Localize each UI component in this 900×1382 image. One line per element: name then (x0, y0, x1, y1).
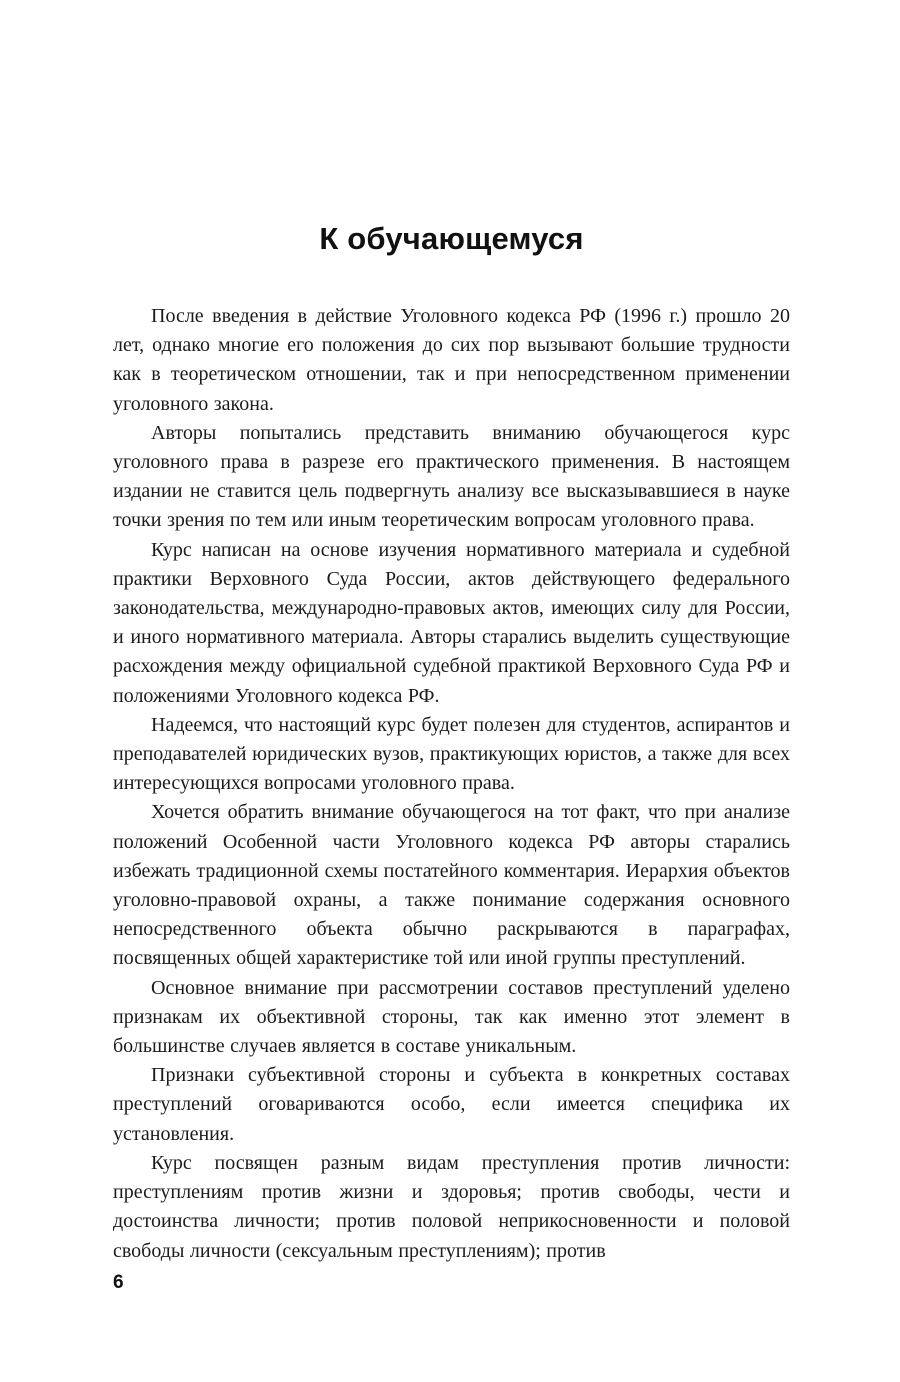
page-number: 6 (113, 1272, 124, 1293)
page-title: К обучающемуся (319, 221, 584, 256)
paragraph: После введения в действие Уголовного кодекса РФ (1996 г.) прошло 20 лет, однако многие его положения до сих пор вызывают большие трудности как в теоретическом отношении, так и при непосредственном применении уголовного закона. (113, 305, 790, 415)
body-text (113, 302, 790, 1266)
paragraph: Авторы попытались представить вниманию обучающегося курс уголовного права в разрезе его практического применения. В настоящем издании не ставится цель подвергнуть анализу все высказывавшиеся в науке точки зрения по тем или иным теоретическим вопросам уголовного права. (113, 421, 790, 532)
paragraph: Курс посвящен разным видам преступления против личности: преступлениям против жизни и здоровья; против свободы, чести и достоинства личности; против половой неприкосновенности и половой свободы личности (сексуальным преступлениям); против (113, 1151, 790, 1262)
paragraph: Курс написан на основе изучения нормативного материала и судебной практики Верховного Суда России, актов действующего федерального законодательства, международно-правовых актов, имеющих силу для России, и иного нормативного материала. Авторы старались выделить существующие расхождения между официальной судебной практикой Верховного Суда РФ и положениями Уголовного кодекса РФ. (113, 538, 790, 707)
paragraph: Надеемся, что настоящий курс будет полезен для студентов, аспирантов и преподавателей юридических вузов, практикующих юристов, а также для всех интересующихся вопросами уголовного права. (113, 713, 790, 795)
paragraph: Признаки субъективной стороны и субъекта в конкретных составах преступлений оговариваются особо, если имеется специфика их установления. (113, 1064, 790, 1145)
paragraph: Хочется обратить внимание обучающегося на тот факт, что при анализе положений Особенной части Уголовного кодекса РФ авторы старались избежать традиционной схемы постатейного комментария. Иерархия объектов уголовно-правовой охраны, а также понимание содержания основного непосредственного объекта обычно раскрываются в параграфах, посвященных общей характеристике той или иной группы преступлений. (113, 801, 790, 970)
paragraph: Основное внимание при рассмотрении составов преступлений уделено признакам их объективной стороны, так как именно этот элемент в большинстве случаев является в составе уникальным. (113, 976, 790, 1058)
